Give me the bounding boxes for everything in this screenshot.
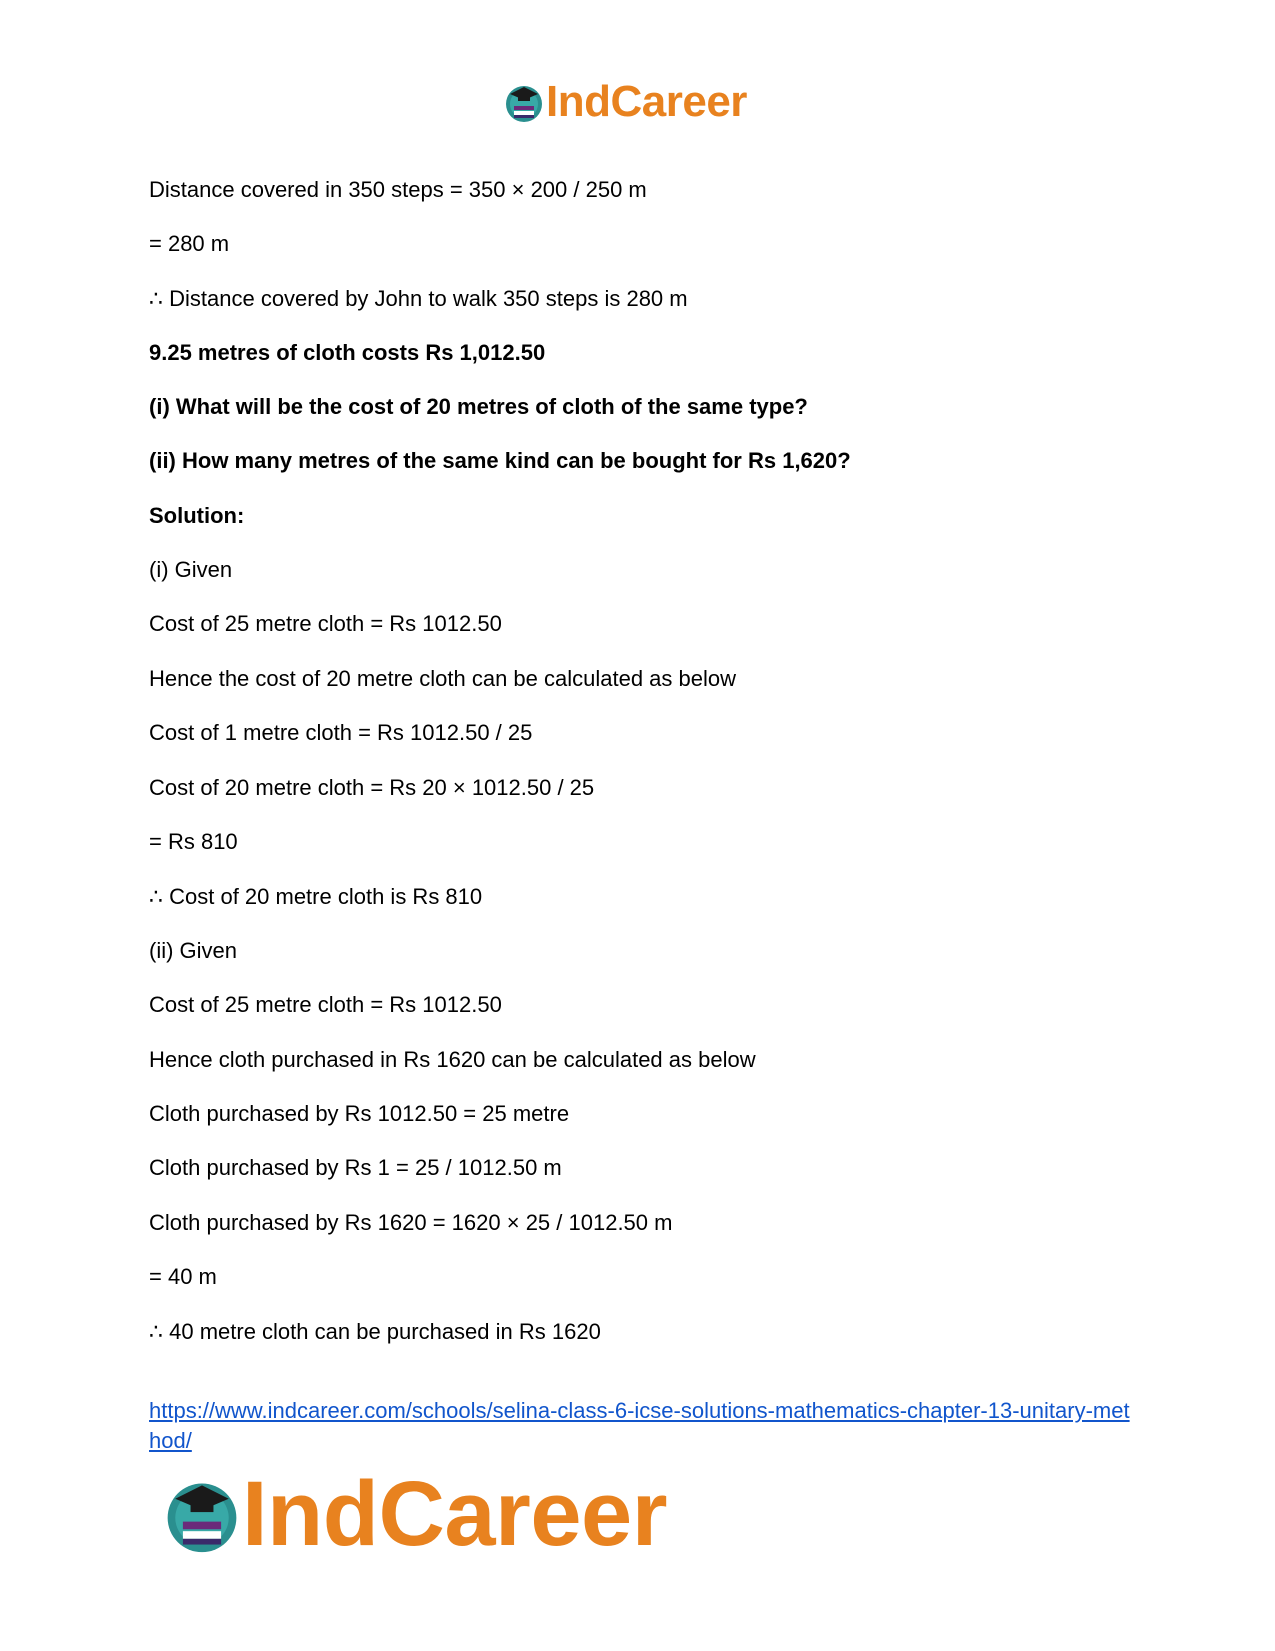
text-line: Cloth purchased by Rs 1620 = 1620 × 25 / 1012.50 m	[149, 1210, 673, 1235]
text-line: = Rs 810	[149, 829, 238, 854]
text-line: Cost of 25 metre cloth = Rs 1012.50	[149, 611, 502, 636]
text-line: ∴ Distance covered by John to walk 350 steps is 280 m	[149, 286, 688, 311]
text-line: ∴ 40 metre cloth can be purchased in Rs 1620	[149, 1319, 601, 1344]
graduation-globe-icon	[502, 80, 546, 124]
text-line: Hence the cost of 20 metre cloth can be calculated as below	[149, 666, 737, 691]
text-line: (ii) Given	[149, 938, 238, 963]
question-text: 9.25 metres of cloth costs Rs 1,012.50	[149, 340, 546, 365]
text-line: Cost of 1 metre cloth = Rs 1012.50 / 25	[149, 720, 533, 745]
question-part-i: (i) What will be the cost of 20 metres of cloth of the same type?	[149, 394, 808, 419]
text-line: Cost of 25 metre cloth = Rs 1012.50	[149, 992, 502, 1017]
source-link[interactable]: https://www.indcareer.com/schools/selina-class-6-icse-solutions-mathematics-chapter-13-unitary-method/	[149, 1398, 1130, 1453]
text-line: (i) Given	[149, 557, 233, 582]
text-line: ∴ Cost of 20 metre cloth is Rs 810	[149, 884, 483, 909]
text-line: Hence cloth purchased in Rs 1620 can be calculated as below	[149, 1047, 756, 1072]
solution-heading: Solution:	[149, 503, 245, 528]
graduation-globe-icon	[160, 1472, 244, 1556]
question-part-ii: (ii) How many metres of the same kind can be bought for Rs 1,620?	[149, 448, 851, 473]
text-line: Cloth purchased by Rs 1 = 25 / 1012.50 m	[149, 1155, 562, 1180]
text-line: = 40 m	[149, 1264, 217, 1289]
text-line: Cloth purchased by Rs 1012.50 = 25 metre	[149, 1101, 570, 1126]
logo-wordmark: IndCareer	[546, 77, 747, 126]
text-line: = 280 m	[149, 231, 230, 256]
text-line: Cost of 20 metre cloth = Rs 20 × 1012.50 / 25	[149, 775, 595, 800]
text-line: Distance covered in 350 steps = 350 × 200 / 250 m	[149, 177, 647, 202]
logo-wordmark: IndCareer	[242, 1463, 667, 1565]
footer-logo	[160, 1463, 667, 1565]
header-logo	[502, 77, 747, 126]
